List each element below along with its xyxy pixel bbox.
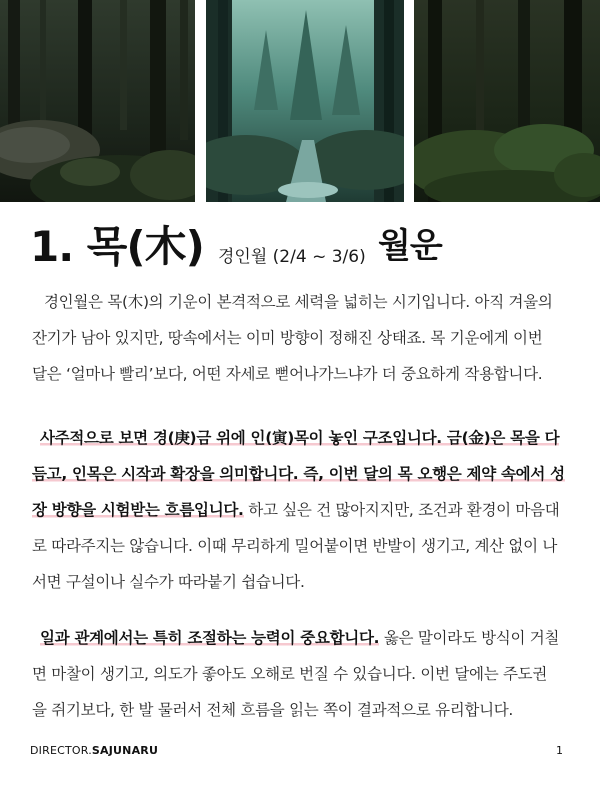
paragraph-saju-structure [32,420,572,600]
header-photo-strip [0,0,600,202]
paragraph-text: 옳은 말이라도 방식이 거칠 [379,629,560,647]
section-title-label: 월운 [378,226,442,266]
paragraph-line: 달은 ‘얼마나 빨리’보다, 어떤 자세로 뻗어나가느냐가 더 중요하게 작용합니다. [32,365,543,383]
section-title-main: 1. 목(木) [30,222,204,271]
highlighted-text: 듬고, 인목은 시작과 확장을 의미합니다. 즉, 이번 달의 목 오행은 제약 속에서 성 [32,465,565,483]
section-title [30,214,570,270]
paragraph-line: 잔기가 남아 있지만, 땅속에서는 이미 방향이 정해진 상태죠. 목 기운에게 이번 [32,329,543,347]
footer-brand-name: SAJUNARU [91,744,159,757]
paragraph-line: 면 마찰이 생기고, 의도가 좋아도 오해로 번질 수 있습니다. 이번 달에는 주도권 [32,665,548,683]
paragraph-line: 경인월은 목(木)의 기운이 본격적으로 세력을 넓히는 시기입니다. 아직 겨울의 [44,293,553,311]
fern-forest-photo [414,0,600,202]
paragraph-work-relations [32,620,572,728]
teal-forest-path-photo [206,0,404,202]
footer-brand-prefix: DIRECTOR. [30,744,92,757]
paragraph-text: 하고 싶은 건 많아지지만, 조건과 환경이 마음대 [243,501,560,519]
paragraph-line: 로 따라주지는 않습니다. 이때 무리하게 밀어붙이면 반발이 생기고, 계산 없이 나 [32,537,558,555]
section-title-period: 경인월 (2/4 ~ 3/6) [218,247,366,267]
highlighted-text: 장 방향을 시험받는 흐름입니다. [32,501,244,519]
paragraph-line: 서면 구설이나 실수가 따라붙기 쉽습니다. [32,573,305,591]
highlighted-text: 일과 관계에서는 특히 조절하는 능력이 중요합니다. [40,629,380,647]
footer-brand [30,744,158,757]
page-number: 1 [556,744,563,757]
paragraph-line: 을 쥐기보다, 한 발 물러서 전체 흐름을 읽는 쪽이 결과적으로 유리합니다. [32,701,514,719]
paragraph-intro [32,284,572,392]
dark-forest-photo [0,0,195,202]
highlighted-text: 사주적으로 보면 경(庚)금 위에 인(寅)목이 놓인 구조입니다. 금(金)은 목을 다 [40,429,560,447]
